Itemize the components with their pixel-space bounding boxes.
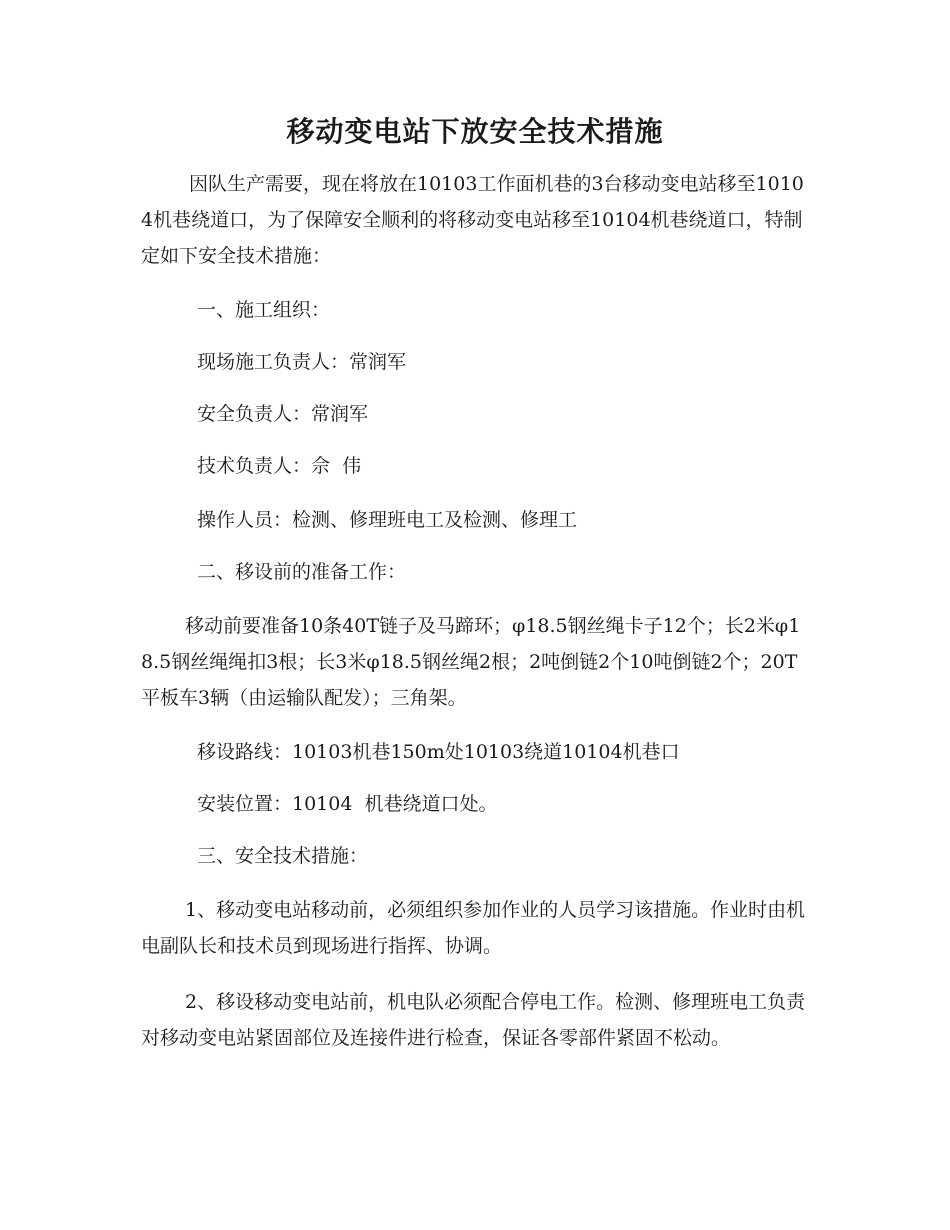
measure-1-paragraph: 1、移动变电站移动前，必须组织参加作业的人员学习该措施。作业时由机电副队长和技术员到现场进行指挥、协调。: [141, 899, 806, 957]
preparation-paragraph: 移动前要准备10条40T链子及马蹄环；φ18.5钢丝绳卡子12个；长2米φ18.5钢丝绳绳扣3根；长3米φ18.5钢丝绳2根；2吨倒链2个10吨倒链2个；20T平板车3辆（由运输队配发）；三角架。: [141, 615, 801, 709]
intro-paragraph: 因队生产需要，现在将放在10103工作面机巷的3台移动变电站移至10104机巷绕道口，为了保障安全顺利的将移动变电站移至10104机巷绕道口，特制定如下安全技术措施：: [141, 173, 804, 267]
operators-line: 操作人员：检测、修理班电工及检测、修理工: [197, 509, 578, 531]
document-title: 移动变电站下放安全技术措施: [286, 115, 664, 148]
section2-heading: 二、移设前的准备工作：: [197, 561, 407, 583]
site-leader-line: 现场施工负责人：常润军: [197, 351, 407, 373]
section3-heading: 三、安全技术措施：: [197, 845, 369, 867]
route-line: 移设路线：10103机巷150m处10103绕道10104机巷口: [197, 741, 680, 763]
safety-leader-line: 安全负责人：常润军: [197, 403, 369, 425]
tech-leader-line: 技术负责人：佘 伟: [197, 455, 362, 477]
section1-heading: 一、施工组织：: [197, 299, 331, 321]
measure-2-paragraph: 2、移设移动变电站前，机电队必须配合停电工作。检测、修理班电工负责对移动变电站紧固部位及连接件进行检查，保证各零部件紧固不松动。: [141, 991, 806, 1049]
location-line: 安装位置：10104 机巷绕道口处。: [197, 793, 498, 815]
